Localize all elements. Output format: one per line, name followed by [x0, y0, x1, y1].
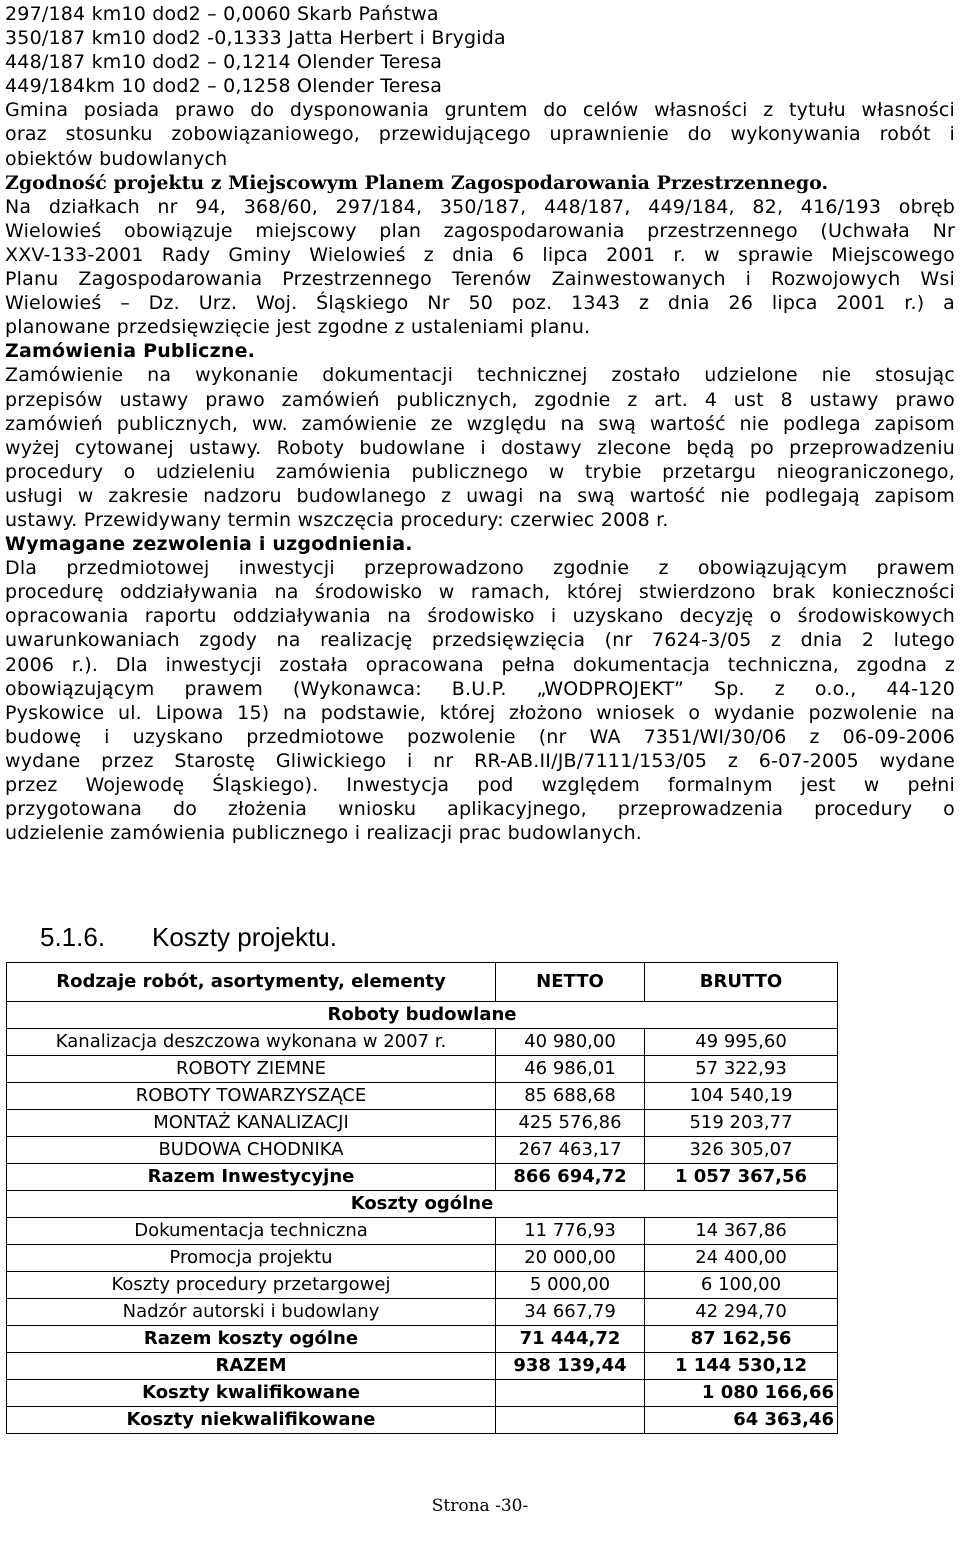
text-line: przez Wojewodę Śląskiego). Inwestycja pod względem formalnym jest w pełni: [5, 774, 955, 796]
table-header-row: [7, 963, 838, 1002]
netto-value: 5 000,00: [496, 1272, 645, 1299]
text-line: Zamówienie na wykonanie dokumentacji technicznej zostało udzielone nie stosując: [5, 364, 955, 387]
body-text: [5, 2, 955, 845]
section-heading: [40, 922, 337, 953]
table-row: [7, 1029, 838, 1056]
subheading: Zamówienia Publiczne.: [5, 340, 256, 363]
table-row: [7, 1056, 838, 1083]
table-row: [7, 1299, 838, 1326]
brutto-value: 1 057 367,56: [645, 1164, 838, 1191]
text-line: udzielenie zamówienia publicznego i realizacji prac budowlanych.: [5, 822, 643, 845]
brutto-value: 14 367,86: [645, 1218, 838, 1245]
row-label: Koszty niekwalifikowane: [7, 1407, 496, 1434]
brutto-value: 1 080 166,66: [645, 1380, 838, 1407]
text-line: Gmina posiada prawo do dysponowania gruntem do celów własności z tytułu własności: [5, 99, 955, 122]
section-number: 5.1.6.: [40, 922, 106, 952]
text-line: Dla przedmiotowej inwestycji przeprowadzono zgodnie z obowiązującym prawem: [5, 557, 955, 580]
group-label: Roboty budowlane: [7, 1002, 838, 1029]
netto-value: 46 986,01: [496, 1056, 645, 1083]
text-line: XXV-133-2001 Rady Gminy Wielowieś z dnia 6 lipca 2001 r. w sprawie Miejscowego: [5, 243, 955, 266]
total-row: [7, 1164, 838, 1191]
text-line: 297/184 km10 dod2 – 0,0060 Skarb Państwa: [5, 3, 439, 25]
cost-table: [6, 962, 838, 1434]
text-line: usługi w zakresie nadzoru budowlanego z uwagi na swą wartość nie podlegają zapisom: [5, 484, 955, 507]
row-label: RAZEM: [7, 1353, 496, 1380]
text-line: budowę i uzyskano przedmiotowe pozwolenie (nr WA 7351/WI/30/06 z 06-09-2006: [5, 725, 955, 748]
text-line: oraz stosunku zobowiązaniowego, przewidującego uprawnienie do wykonywania robót i: [5, 123, 955, 146]
brutto-value: 6 100,00: [645, 1272, 838, 1299]
row-label: BUDOWA CHODNIKA: [7, 1137, 496, 1164]
row-label: Razem koszty ogólne: [7, 1326, 496, 1353]
table-row: [7, 1110, 838, 1137]
text-line: procedurę oddziaływania na środowisko w ramach, której stwierdzono brak konieczności: [5, 581, 955, 604]
total-row: [7, 1326, 838, 1353]
text-line: obowiązującym prawem (Wykonawca: B.U.P. „WODPROJEKT” Sp. z o.o., 44-120: [5, 677, 955, 700]
row-label: Dokumentacja techniczna: [7, 1218, 496, 1245]
text-line: zamówień publicznych, ww. zamówienie ze względu na swą wartość nie podlega zapisom: [5, 412, 955, 435]
row-label: Razem Inwestycyjne: [7, 1164, 496, 1191]
subheading: Wymagane zezwolenia i uzgodnienia.: [5, 533, 413, 556]
brutto-value: 104 540,19: [645, 1083, 838, 1110]
text-line: 449/184km 10 dod2 – 0,1258 Olender Teresa: [5, 75, 443, 98]
brutto-value: 87 162,56: [645, 1326, 838, 1353]
brutto-value: 519 203,77: [645, 1110, 838, 1137]
text-line: planowane przedsięwzięcie jest zgodne z ustaleniami planu.: [5, 316, 591, 339]
text-line: 448/187 km10 dod2 – 0,1214 Olender Teresa: [5, 51, 443, 74]
text-line: przepisów ustawy prawo zamówień publicznych, zgodnie z art. 4 ust 8 ustawy prawo: [5, 388, 955, 411]
brutto-value: 64 363,46: [645, 1407, 838, 1434]
table-row: [7, 1245, 838, 1272]
netto-value: 20 000,00: [496, 1245, 645, 1272]
header-category: Rodzaje robót, asortymenty, elementy: [7, 963, 496, 1002]
row-label: Koszty procedury przetargowej: [7, 1272, 496, 1299]
table-row: [7, 1272, 838, 1299]
table-row: [7, 1218, 838, 1245]
brutto-value: 326 305,07: [645, 1137, 838, 1164]
netto-value: 938 139,44: [496, 1353, 645, 1380]
text-line: 2006 r.). Dla inwestycji została opracowana pełna dokumentacja techniczna, zgodna z: [5, 653, 955, 676]
text-line: Pyskowice ul. Lipowa 15) na podstawie, której złożono wniosek o wydanie pozwolenie na: [5, 701, 955, 724]
brutto-value: 24 400,00: [645, 1245, 838, 1272]
netto-value: 40 980,00: [496, 1029, 645, 1056]
netto-value: 866 694,72: [496, 1164, 645, 1191]
text-line: Planu Zagospodarowania Przestrzennego Terenów Zainwestowanych i Rozwojowych Wsi: [5, 268, 955, 291]
group-label: Koszty ogólne: [7, 1191, 838, 1218]
text-line: 350/187 km10 dod2 -0,1333 Jatta Herbert i Brygida: [5, 27, 506, 50]
row-label: Promocja projektu: [7, 1245, 496, 1272]
total-row: [7, 1380, 838, 1407]
row-label: ROBOTY ZIEMNE: [7, 1056, 496, 1083]
subheading: Zgodność projektu z Miejscowym Planem Zagospodarowania Przestrzennego.: [5, 171, 829, 194]
text-line: wydane przez Starostę Gliwickiego i nr RR-AB.II/JB/7111/153/05 z 6-07-2005 wydane: [5, 749, 955, 772]
netto-value: [496, 1380, 645, 1407]
text-line: obiektów budowlanych: [5, 147, 228, 170]
netto-value: [496, 1407, 645, 1434]
text-line: Wielowieś obowiązuje miejscowy plan zagospodarowania przestrzennego (Uchwała Nr: [5, 219, 955, 242]
header-netto: NETTO: [496, 963, 645, 1002]
row-label: Nadzór autorski i budowlany: [7, 1299, 496, 1326]
table-row: [7, 1137, 838, 1164]
row-label: Koszty kwalifikowane: [7, 1380, 496, 1407]
row-label: Kanalizacja deszczowa wykonana w 2007 r.: [7, 1029, 496, 1056]
group-row: [7, 1002, 838, 1029]
total-row: [7, 1407, 838, 1434]
netto-value: 425 576,86: [496, 1110, 645, 1137]
netto-value: 11 776,93: [496, 1218, 645, 1245]
netto-value: 85 688,68: [496, 1083, 645, 1110]
brutto-value: 1 144 530,12: [645, 1353, 838, 1380]
table-body: [7, 1002, 838, 1434]
row-label: MONTAŻ KANALIZACJI: [7, 1110, 496, 1137]
group-row: [7, 1191, 838, 1218]
text-line: wyżej cytowanej ustawy. Roboty budowlane i dostawy zlecone będą po przeprowadzeniu: [5, 436, 955, 459]
brutto-value: 49 995,60: [645, 1029, 838, 1056]
brutto-value: 57 322,93: [645, 1056, 838, 1083]
table-row: [7, 1083, 838, 1110]
netto-value: 267 463,17: [496, 1137, 645, 1164]
netto-value: 71 444,72: [496, 1326, 645, 1353]
text-line: przygotowana do złożenia wniosku aplikacyjnego, przeprowadzenia procedury o: [5, 798, 955, 821]
text-line: opracowania raportu oddziaływania na środowisko i uzyskano decyzję o środowiskowych: [5, 605, 955, 628]
text-line: Na działkach nr 94, 368/60, 297/184, 350/187, 448/187, 449/184, 82, 416/193 obręb: [5, 195, 955, 218]
section-title: Koszty projektu.: [152, 922, 337, 952]
total-row: [7, 1353, 838, 1380]
page-number: Strona -30-: [431, 1496, 529, 1516]
text-line: procedury o udzieleniu zamówienia publicznego w trybie przetargu nieograniczonego,: [5, 460, 955, 483]
row-label: ROBOTY TOWARZYSZĄCE: [7, 1083, 496, 1110]
text-line: Wielowieś – Dz. Urz. Woj. Śląskiego Nr 50 poz. 1343 z dnia 26 lipca 2001 r.) a: [5, 292, 955, 315]
netto-value: 34 667,79: [496, 1299, 645, 1326]
text-line: uwarunkowaniach zgody na realizację przedsięwzięcia (nr 7624-3/05 z dnia 2 lutego: [5, 629, 955, 652]
header-brutto: BRUTTO: [645, 963, 838, 1002]
brutto-value: 42 294,70: [645, 1299, 838, 1326]
text-line: ustawy. Przewidywany termin wszczęcia procedury: czerwiec 2008 r.: [5, 508, 669, 531]
